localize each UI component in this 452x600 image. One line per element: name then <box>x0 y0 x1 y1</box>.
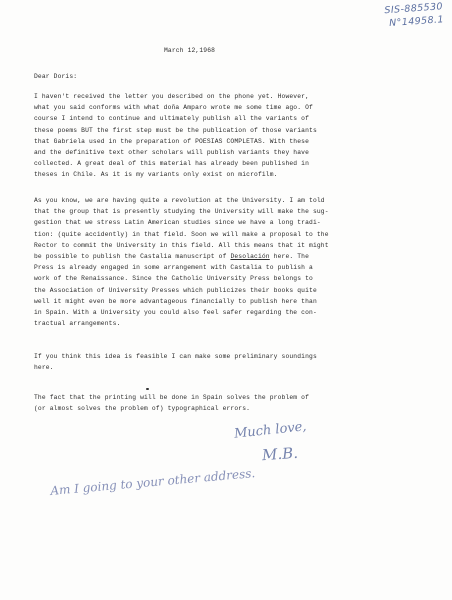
text-line: and the definitive text other scholars will publish variants they have <box>34 149 310 157</box>
paragraph-2 <box>34 195 414 329</box>
archive-ref-line-2: N°14958.1 <box>388 14 445 29</box>
text-line: here. <box>34 364 54 372</box>
text-line: tractual arrangements. <box>34 320 121 328</box>
text-line: gestion that we stress Latin American studies since we have a long tradi- <box>34 219 321 227</box>
text-line: As you know, we are having quite a revolution at the University. I am told <box>34 197 325 204</box>
handwritten-note: Am I going to your other address. <box>49 466 256 498</box>
text-line: that Gabriela used in the preparation of POESIAS COMPLETAS. With these <box>34 137 310 145</box>
text-line: be possible to publish the Castalia manuscript of Desolación here. The <box>34 253 310 261</box>
text-line: what you said conforms with what doña Amparo wrote me some time ago. Of <box>34 104 313 112</box>
book-title-underlined: Desolación <box>230 253 270 261</box>
text-line: theses in Chile. As it is my variants only exist on microfilm. <box>34 171 278 179</box>
text-line: work of the Renaissance. Since the Catholic University Press belongs to <box>34 275 313 283</box>
archive-stamp <box>333 0 446 48</box>
text-line: I haven't received the letter you described on the phone yet. However, <box>34 93 310 100</box>
handwritten-closing: Much love, <box>233 419 308 442</box>
text-line: course I intend to continue and ultimately publish all the variants of <box>34 115 310 123</box>
text-line: (or almost solves the problem of) typographical errors. <box>34 405 251 413</box>
text-line: If you think this idea is feasible I can make some preliminary soundings <box>34 353 317 360</box>
signature: M.B. <box>261 443 299 465</box>
letter-date: March 12,1968 <box>164 47 216 54</box>
text-line: well it might even be more advantageous financially to publish here than <box>34 297 317 305</box>
text-line: Press is already engaged in some arrangement with Castalia to publish a <box>34 264 313 272</box>
text-line: The fact that the printing will be done in Spain solves the problem of <box>34 394 310 401</box>
salutation: Dear Doris: <box>34 73 78 80</box>
text-line: Rector to commit the University in this field. All this means that it might <box>34 241 329 249</box>
text-line: these poems BUT the first step must be the publication of those variants <box>34 126 317 134</box>
text-line: in Spain. With a University you could also feel safer regarding the con- <box>34 309 317 317</box>
ink-mark <box>146 388 149 390</box>
paragraph-4 <box>34 392 414 414</box>
archive-ref-line-1: SIS-885530 <box>384 1 444 17</box>
paragraph-1 <box>34 91 414 181</box>
paragraph-3 <box>34 351 414 373</box>
text-line: that the group that is presently studying the University will make the sug- <box>34 208 329 216</box>
text-line: tion: (quite accidently) in that field. Soon we will make a proposal to the <box>34 230 329 238</box>
text-line: collected. A great deal of this material has already been published in <box>34 160 310 168</box>
text-line: the Association of University Presses which publicizes their books quite <box>34 286 317 294</box>
